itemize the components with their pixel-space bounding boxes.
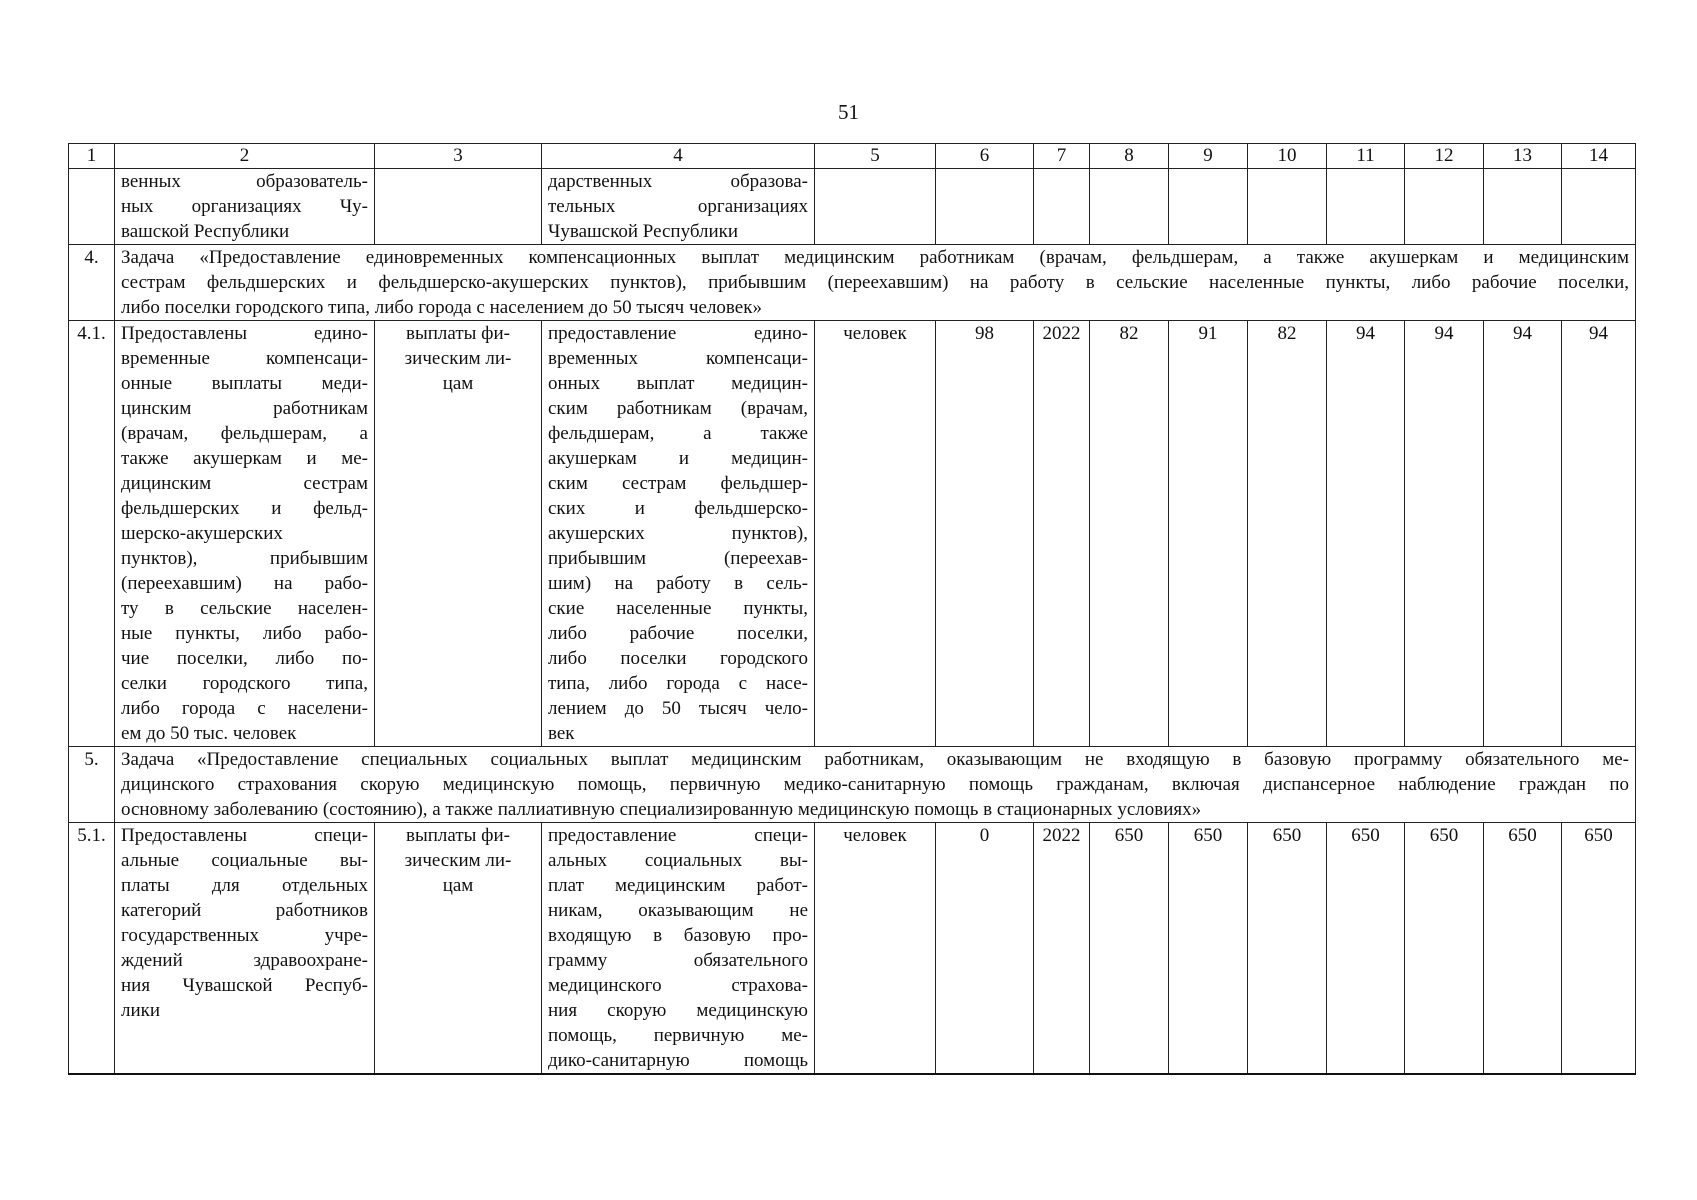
text-line: основному заболеванию (состоянию), а также паллиативную специализированную медицинскую помощь в стационарных условиях» <box>121 799 1202 820</box>
task-text-cell <box>115 747 1636 823</box>
empty-cell <box>1562 169 1636 245</box>
text-line: (врачам, фельдшерам, а <box>121 423 368 444</box>
text-line: акушеркам и медицин- <box>548 448 808 469</box>
text-line: (переехавшим) на рабо- <box>121 573 368 594</box>
text-line: входящую в базовую про- <box>548 925 808 946</box>
text-line: чие поселки, либо по- <box>121 648 368 669</box>
text-line: грамму обязательного <box>548 950 808 971</box>
row-number: 5. <box>69 747 115 823</box>
text-line: лением до 50 тысяч чело- <box>548 698 808 719</box>
text-line: фельдшерам, а также <box>548 423 808 444</box>
value-cell: 650 <box>1484 823 1562 1075</box>
text-line: ния Чувашской Респуб- <box>121 975 368 996</box>
col-header-2: 2 <box>115 144 375 169</box>
table-row-item <box>69 823 1636 1075</box>
text-line: государственных учре- <box>121 925 368 946</box>
result-cell <box>115 823 375 1075</box>
text-line: помощь, первичную ме- <box>548 1025 808 1046</box>
text-line: венных образователь- <box>121 171 368 192</box>
text-line: зическим ли- <box>404 348 512 369</box>
empty-cell <box>1169 169 1248 245</box>
result-cell <box>115 321 375 747</box>
event-type-cell <box>375 823 542 1075</box>
empty-cell <box>936 169 1034 245</box>
empty-cell <box>1327 169 1405 245</box>
unit-cell: человек <box>815 321 936 747</box>
text-line: онные выплаты меди- <box>121 373 368 394</box>
text-line: шерско-акушерских <box>121 523 283 544</box>
table-row-task <box>69 747 1636 823</box>
text-line: сестрам фельдшерских и фельдшерско-акушерских пунктов), прибывшим (переехавшим) на работу в сельские населенные пункты, либо рабочие поселки, <box>121 272 1629 293</box>
text-line: дицинского страхования скорую медицинскую помощь, первичную медико-санитарную помощь гражданам, включая диспансерное наблюдение граждан по <box>121 774 1629 795</box>
text-line: временные компенсаци- <box>121 348 368 369</box>
text-line: пунктов), прибывшим <box>121 548 368 569</box>
empty-cell <box>1034 169 1090 245</box>
text-line: дарственных образова- <box>548 171 808 192</box>
text-line: предоставление специ- <box>548 825 808 846</box>
text-line: либо поселки городского типа, либо города с населением до 50 тысяч человек» <box>121 297 762 318</box>
text-line: платы для отдельных <box>121 875 368 896</box>
text-line: также акушеркам и ме- <box>121 448 368 469</box>
text-line: акушерских пунктов), <box>548 523 808 544</box>
text-line: выплаты фи- <box>406 323 510 344</box>
value-cell: 650 <box>1405 823 1484 1075</box>
value-cell: 94 <box>1484 321 1562 747</box>
row-number: 4. <box>69 245 115 321</box>
text-line: ных организациях Чу- <box>121 196 368 217</box>
text-line: цинским работникам <box>121 398 368 419</box>
text-line: Задача «Предоставление единовременных компенсационных выплат медицинским работникам (врачам, фельдшерам, а также акушеркам и медицинским <box>121 247 1629 268</box>
value-cell: 94 <box>1562 321 1636 747</box>
text-line: ния скорую медицинскую <box>548 1000 808 1021</box>
col-header-1: 1 <box>69 144 115 169</box>
text-line: плат медицинским работ- <box>548 875 808 896</box>
text-line: дицинским сестрам <box>121 473 368 494</box>
text-line: медицинского страхова- <box>548 975 808 996</box>
text-line: ским работникам (врачам, <box>548 398 808 419</box>
empty-cell <box>815 169 936 245</box>
text-line: типа, либо города с насе- <box>548 673 808 694</box>
value-cell: 94 <box>1327 321 1405 747</box>
empty-cell <box>1484 169 1562 245</box>
program-indicators-table <box>68 143 1636 1075</box>
col-header-9: 9 <box>1169 144 1248 169</box>
value-cell: 650 <box>1562 823 1636 1075</box>
text-line: ту в сельские населен- <box>121 598 368 619</box>
base-year-cell: 2022 <box>1034 321 1090 747</box>
table-row-task <box>69 245 1636 321</box>
table-row-continuation <box>69 169 1636 245</box>
value-cell: 650 <box>1327 823 1405 1075</box>
text-line: селки городского типа, <box>121 673 368 694</box>
indicator-cell <box>542 823 815 1075</box>
base-value-cell: 0 <box>936 823 1034 1075</box>
col-header-6: 6 <box>936 144 1034 169</box>
empty-cell <box>1405 169 1484 245</box>
task-text-cell <box>115 245 1636 321</box>
text-line: либо города с населени- <box>121 698 368 719</box>
unit-cell: человек <box>815 823 936 1075</box>
value-cell: 650 <box>1248 823 1327 1075</box>
text-line: ских и фельдшерско- <box>548 498 808 519</box>
value-cell: 82 <box>1248 321 1327 747</box>
col-header-12: 12 <box>1405 144 1484 169</box>
column-numbers-row <box>69 144 1636 169</box>
col-header-4: 4 <box>542 144 815 169</box>
col-header-7: 7 <box>1034 144 1090 169</box>
text-line: никам, оказывающим не <box>548 900 808 921</box>
col-header-14: 14 <box>1562 144 1636 169</box>
col-header-10: 10 <box>1248 144 1327 169</box>
indicator-cell <box>542 169 815 245</box>
value-cell: 82 <box>1090 321 1169 747</box>
text-line: зическим ли- <box>404 850 512 871</box>
table-row-item <box>69 321 1636 747</box>
row-number: 5.1. <box>69 823 115 1075</box>
text-line: ные пункты, либо рабо- <box>121 623 368 644</box>
value-cell: 650 <box>1169 823 1248 1075</box>
text-line: ем до 50 тыс. человек <box>121 723 297 744</box>
text-line: категорий работников <box>121 900 368 921</box>
text-line: цам <box>442 875 474 896</box>
text-line: Чувашской Республики <box>548 221 739 242</box>
event-type-cell <box>375 321 542 747</box>
col-header-8: 8 <box>1090 144 1169 169</box>
value-cell: 94 <box>1405 321 1484 747</box>
value-cell: 91 <box>1169 321 1248 747</box>
text-line: тельных организациях <box>548 196 808 217</box>
text-line: временных компенсаци- <box>548 348 808 369</box>
empty-cell <box>1248 169 1327 245</box>
col-header-13: 13 <box>1484 144 1562 169</box>
text-line: альных социальных вы- <box>548 850 808 871</box>
result-cell <box>115 169 375 245</box>
col-header-11: 11 <box>1327 144 1405 169</box>
base-year-cell: 2022 <box>1034 823 1090 1075</box>
row-number-cell <box>69 169 115 245</box>
page-number: 51 <box>838 100 859 124</box>
text-line: лики <box>121 1000 161 1021</box>
col-header-3: 3 <box>375 144 542 169</box>
text-line: предоставление едино- <box>548 323 808 344</box>
text-line: прибывшим (переехав- <box>548 548 808 569</box>
text-line: цам <box>442 373 474 394</box>
base-value-cell: 98 <box>936 321 1034 747</box>
col-header-5: 5 <box>815 144 936 169</box>
value-cell: 650 <box>1090 823 1169 1075</box>
text-line: Предоставлены специ- <box>121 825 368 846</box>
text-line: век <box>548 723 575 744</box>
indicator-cell <box>542 321 815 747</box>
text-line: выплаты фи- <box>406 825 510 846</box>
text-line: либо рабочие поселки, <box>548 623 808 644</box>
text-line: вашской Республики <box>121 221 290 242</box>
text-line: Предоставлены едино- <box>121 323 368 344</box>
text-line: дико-санитарную помощь <box>548 1050 808 1071</box>
text-line: фельдшерских и фельд- <box>121 498 368 519</box>
text-line: ждений здравоохране- <box>121 950 368 971</box>
text-line: шим) на работу в сель- <box>548 573 808 594</box>
text-line: ские населенные пункты, <box>548 598 808 619</box>
text-line: Задача «Предоставление специальных социальных выплат медицинским работникам, оказывающим не входящую в базовую программу обязательного ме- <box>121 749 1629 770</box>
text-line: ским сестрам фельдшер- <box>548 473 808 494</box>
text-line: альные социальные вы- <box>121 850 368 871</box>
text-line: либо поселки городского <box>548 648 808 669</box>
empty-cell <box>1090 169 1169 245</box>
event-type-cell <box>375 169 542 245</box>
row-number: 4.1. <box>69 321 115 747</box>
text-line: онных выплат медицин- <box>548 373 808 394</box>
